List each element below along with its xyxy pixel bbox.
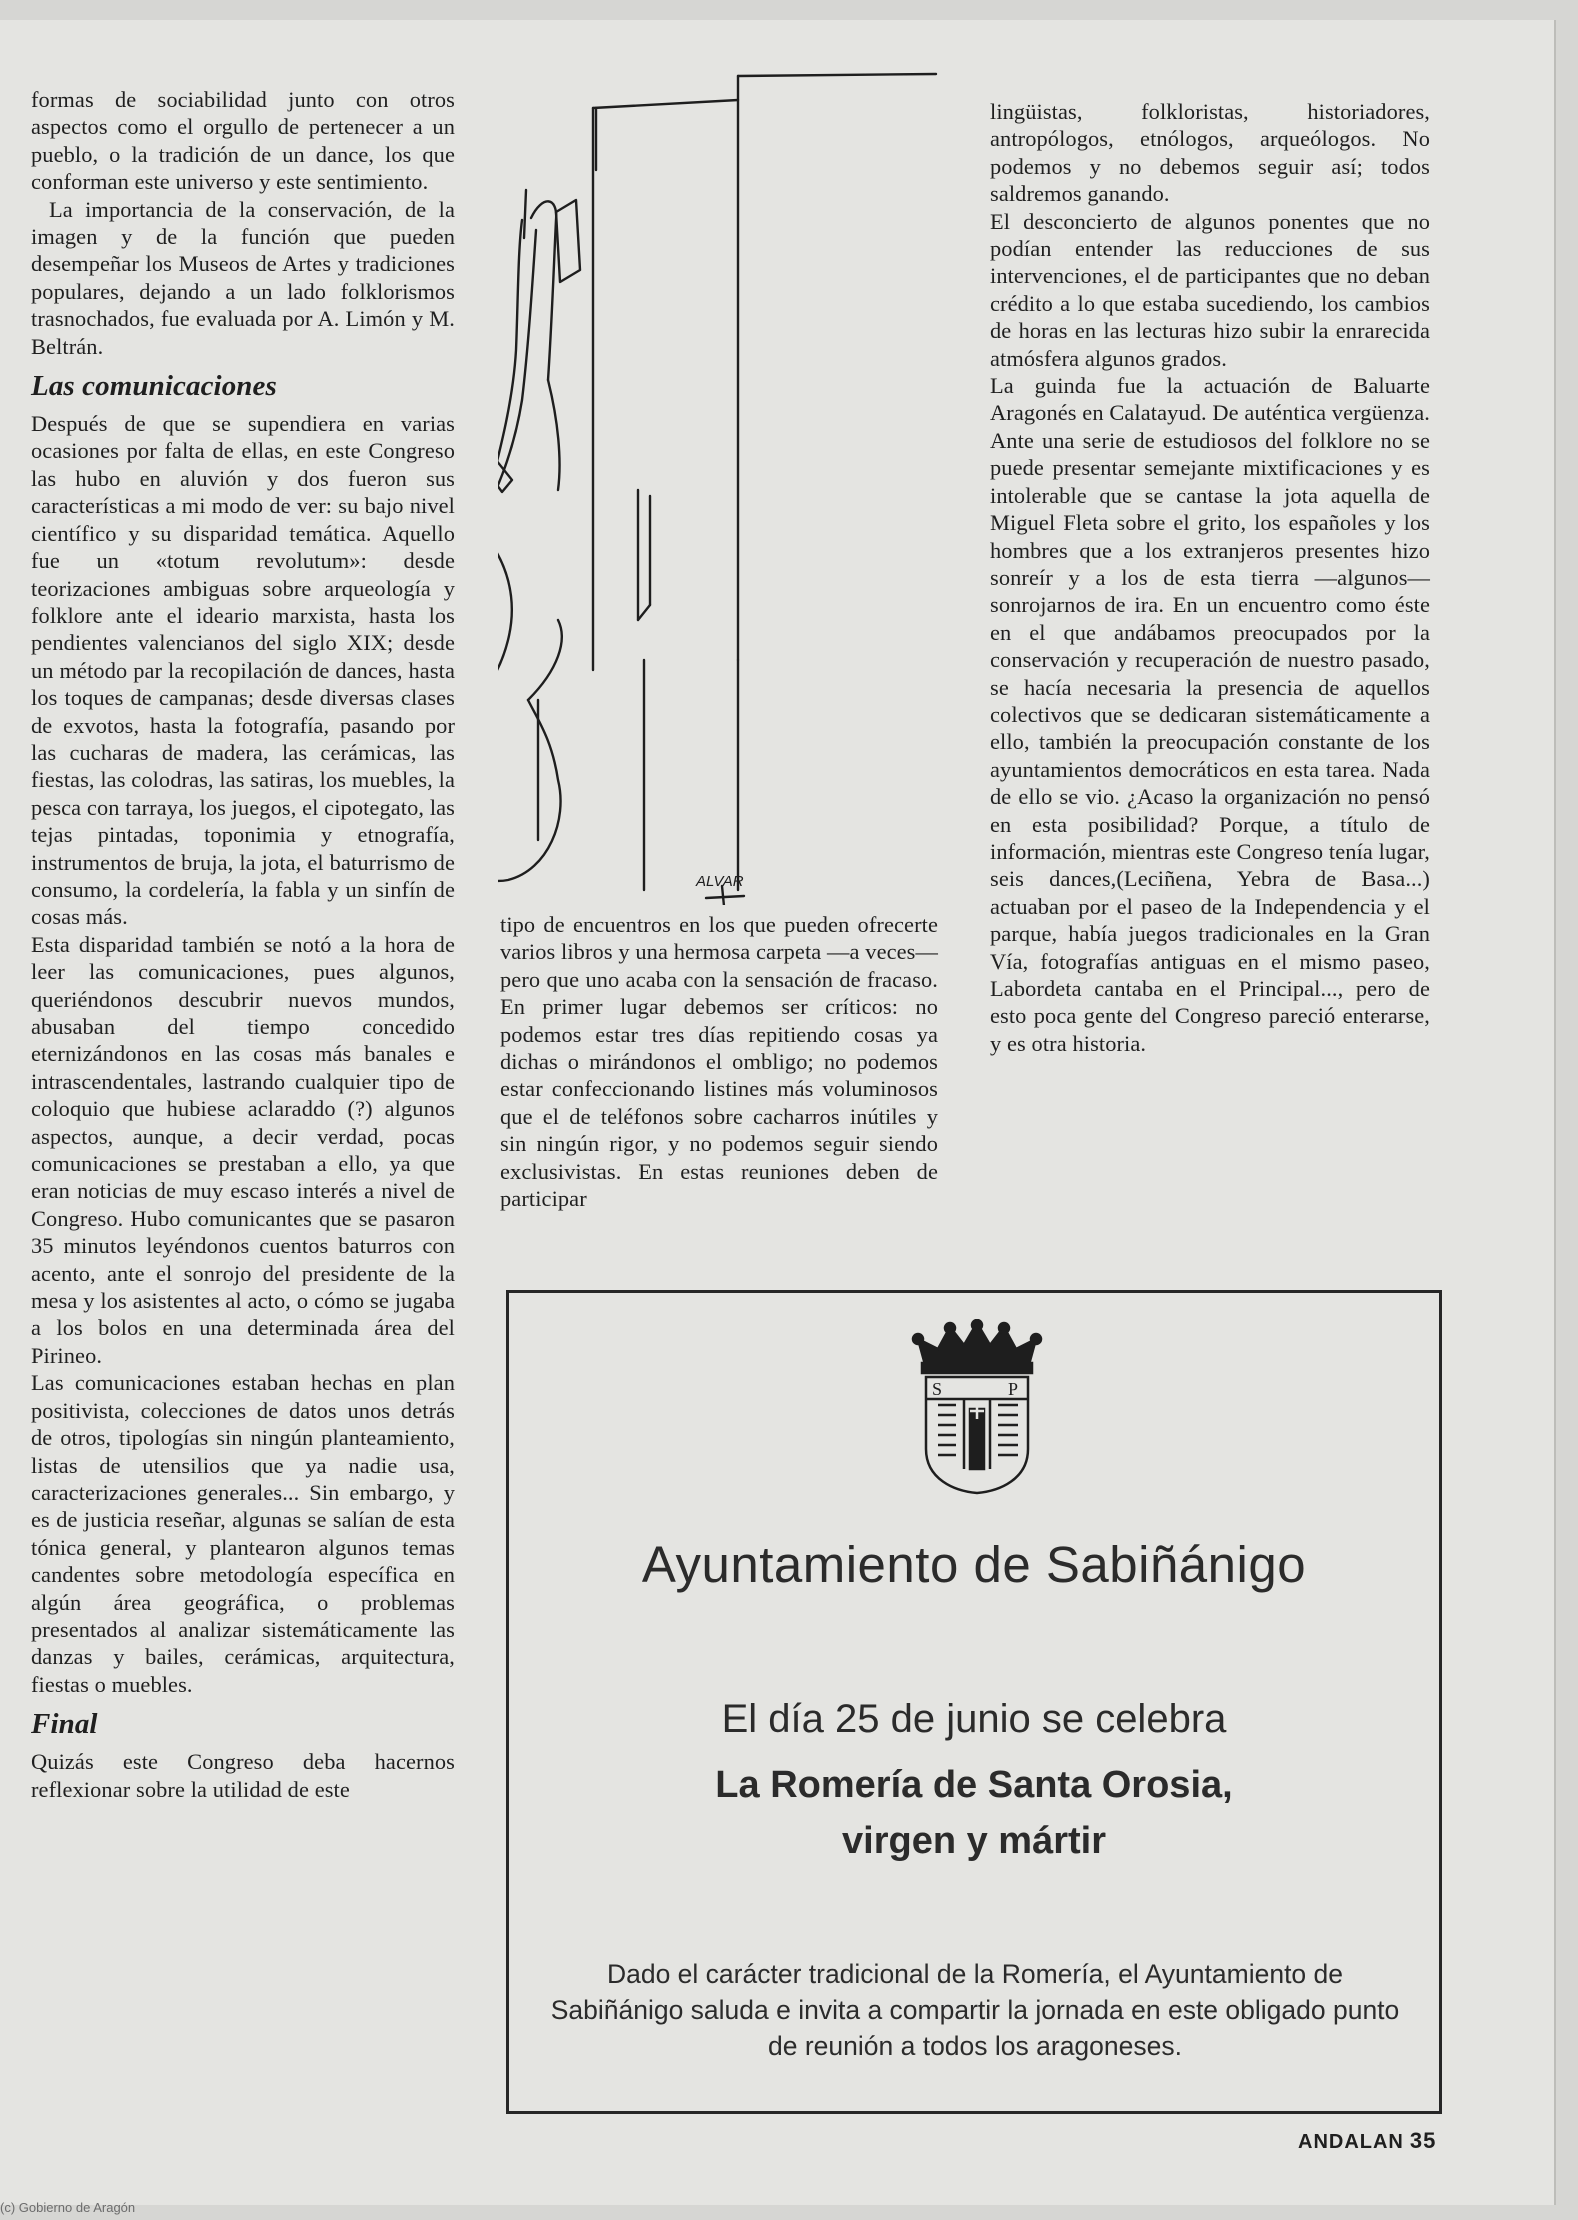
paragraph: tipo de encuentros en los que pueden ofrecerte varios libros y una hermosa carpeta —a veces— pero que uno acaba con la sensación de fracaso. En primer lugar debemos ser críticos: no podemos estar tres días repitiendo cosas ya dichas o mirándonos el ombligo; no podemos estar confeccionando listines más voluminosos que el de teléfonos sobre cacharros inútiles y sin ningún rigor, y no podemos seguir siendo exclusivistas. En estas reuniones deben de participar <box>500 912 938 1212</box>
paragraph: Las comunicaciones estaban hechas en plan positivista, colecciones de datos unos detrás de otros, tipologías sin ningún planteamiento, listas de utensilios que ya nadie usa, caracterizaciones generales... Sin embargo, y es de justicia reseñar, algunas se salían de esta tónica general, y plantearon algunos temas candentes sobre metodología específica en algún área geográfica, o problemas presentados al analizar sistemáticamente las danzas y bailes, cerámicas, arquitectura, fiestas o muebles. <box>31 1370 455 1697</box>
publication-name: ANDALAN <box>1298 2131 1404 2153</box>
ad-event-title <box>509 1757 1439 1869</box>
paragraph: Esta disparidad también se notó a la hora de leer las comunicaciones, pues algunos, queriéndonos descubrir nuevos mundos, abusaban del tiempo concedido eternizándonos en las cosas más banales e intrascendentales, lastrando cualquier tipo de coloquio que hubiese aclaraddo (?) algunos aspectos, aunque, a decir verdad, pocas comunicaciones se prestaban a ello, ya que eran noticias de muy escaso interés a nivel de Congreso. Hubo comunicantes que se pasaron 35 minutos leyéndonos cuentos baturros con acento, ante el sonrojo del presidente de la mesa y los asistentes al acto, o cómo se jugaba a los bolos en una determinada área del Pirineo. <box>31 931 455 1368</box>
ad-body-text: Dado el carácter tradicional de la Romería, el Ayuntamiento de Sabiñánigo saluda e invita a compartir la jornada en este obligado punto de reunión a todos los aragoneses. <box>550 1959 1400 2061</box>
ad-date-line: El día 25 de junio se celebra <box>721 1697 1227 1741</box>
magazine-page <box>0 20 1556 2205</box>
ad-event-line-2: virgen y mártir <box>842 1820 1106 1862</box>
paragraph: Quizás este Congreso deba hacernos reflexionar sobre la utilidad de este <box>31 1749 455 1802</box>
article-column-2 <box>500 911 938 1212</box>
paragraph: Después de que se supendiera en varias ocasiones por falta de ellas, en este Congreso las hubo en aluvión y dos fueron sus características a mi modo de ver: su bajo nivel científico y su disparidad temática. Aquello fue un «totum revolutum»: desde teorizaciones ambiguas sobre arqueología y folklore ante el ideario marxista, hasta los pendientes valencianos del siglo XIX; desde un método par la recopilación de dances, hasta los toques de campanas; desde diversas clases de exvotos, hasta la fotografía, pasando por las cucharas de madera, las cerámicas, las fiestas, las colodras, las satiras, los muebles, la pesca con tarraya, los juegos, el cipotegato, las tejas pintadas, toponimia y etnografía, instrumentos de bruja, la jota, el baturrismo de consumo, la cordelería, la fabla y un sinfín de cosas más. <box>31 411 455 930</box>
section-heading-comunicaciones: Las comunicaciones <box>31 370 277 403</box>
coat-of-arms-emblem <box>904 1319 1050 1495</box>
illustration-signature: ALVAR <box>696 873 744 890</box>
bag-drawing <box>498 60 948 905</box>
paragraph: La importancia de la conservación, de la imagen y de la función que pueden desempeñar los Museos de Artes y tradiciones populares, dejando a un lado folklorismos trasnochados, fue evaluada por A. Limón y M. Beltrán. <box>31 196 455 359</box>
article-column-1 <box>31 86 455 1803</box>
paragraph: formas de sociabilidad junto con otros aspectos como el orgullo de pertenecer a un pueblo, o la tradición de un dance, los que conforman este universo y este sentimiento. <box>31 87 455 195</box>
article-column-3 <box>990 98 1430 1057</box>
page-footer <box>1298 2128 1436 2154</box>
ad-organization-name: Ayuntamiento de Sabiñánigo <box>641 1536 1307 1593</box>
paragraph: La guinda fue la actuación de Baluarte Aragonés en Calatayud. De auténtica vergüenza. Ante una serie de estudiosos del folklore no se puede presentar semejante mixtificaciones y es intolerable que se cantase la jota aquella de Miguel Fleta sobre el grito, los españoles y los hombres que a los extranjeros presentes hizo sonreír y a los de esta tierra —algunos— sonrojarnos de ira. En un encuentro como éste en el que andábamos preocupados por la conservación y recuperación de nuestro pasado, se hacía necesaria la presencia de aquellos colectivos que se dedicaran sistemáticamente a ello, también la preocupación constante de los ayuntamientos democráticos en esta tarea. Nada de ello se vio. ¿Acaso la organización no pensó en esta posibilidad? Porque, a título de información, mientras este Congreso tenía lugar, seis dances,(Leciñena, Yebra de Basa...) actuaban por el paseo de la Independencia y el parque, había juegos tradicionales en la Gran Vía, fotografías antiguas en el mismo paseo, Labordeta cantaba en el Principal..., pero de esto poca gente del Congreso pareció enterarse, y es otra historia. <box>990 373 1430 1056</box>
crest-icon <box>904 1319 1050 1495</box>
ad-event-line-1: La Romería de Santa Orosia, <box>715 1764 1233 1806</box>
crest-letter-p: P <box>1008 1379 1019 1399</box>
copyright-watermark: (c) Gobierno de Aragón <box>0 2200 136 2215</box>
paragraph: lingüistas, folkloristas, historiadores, antropólogos, etnólogos, arqueólogos. No podemos y no debemos seguir así; todos saldremos ganando. <box>990 99 1430 207</box>
crest-letter-s: S <box>932 1379 943 1399</box>
page-number: 35 <box>1409 2128 1437 2153</box>
illustration-hanging-bag <box>498 60 948 905</box>
paragraph: El desconcierto de algunos ponentes que no podían entender las reducciones de sus intervenciones, el de participantes que no deban crédito a lo que estaba sucediendo, los cambios de horas en las lecturas hizo subir la enrarecida atmósfera algunos grados. <box>990 208 1430 371</box>
advertisement-box <box>506 1290 1442 2114</box>
section-heading-final: Final <box>31 1708 98 1741</box>
